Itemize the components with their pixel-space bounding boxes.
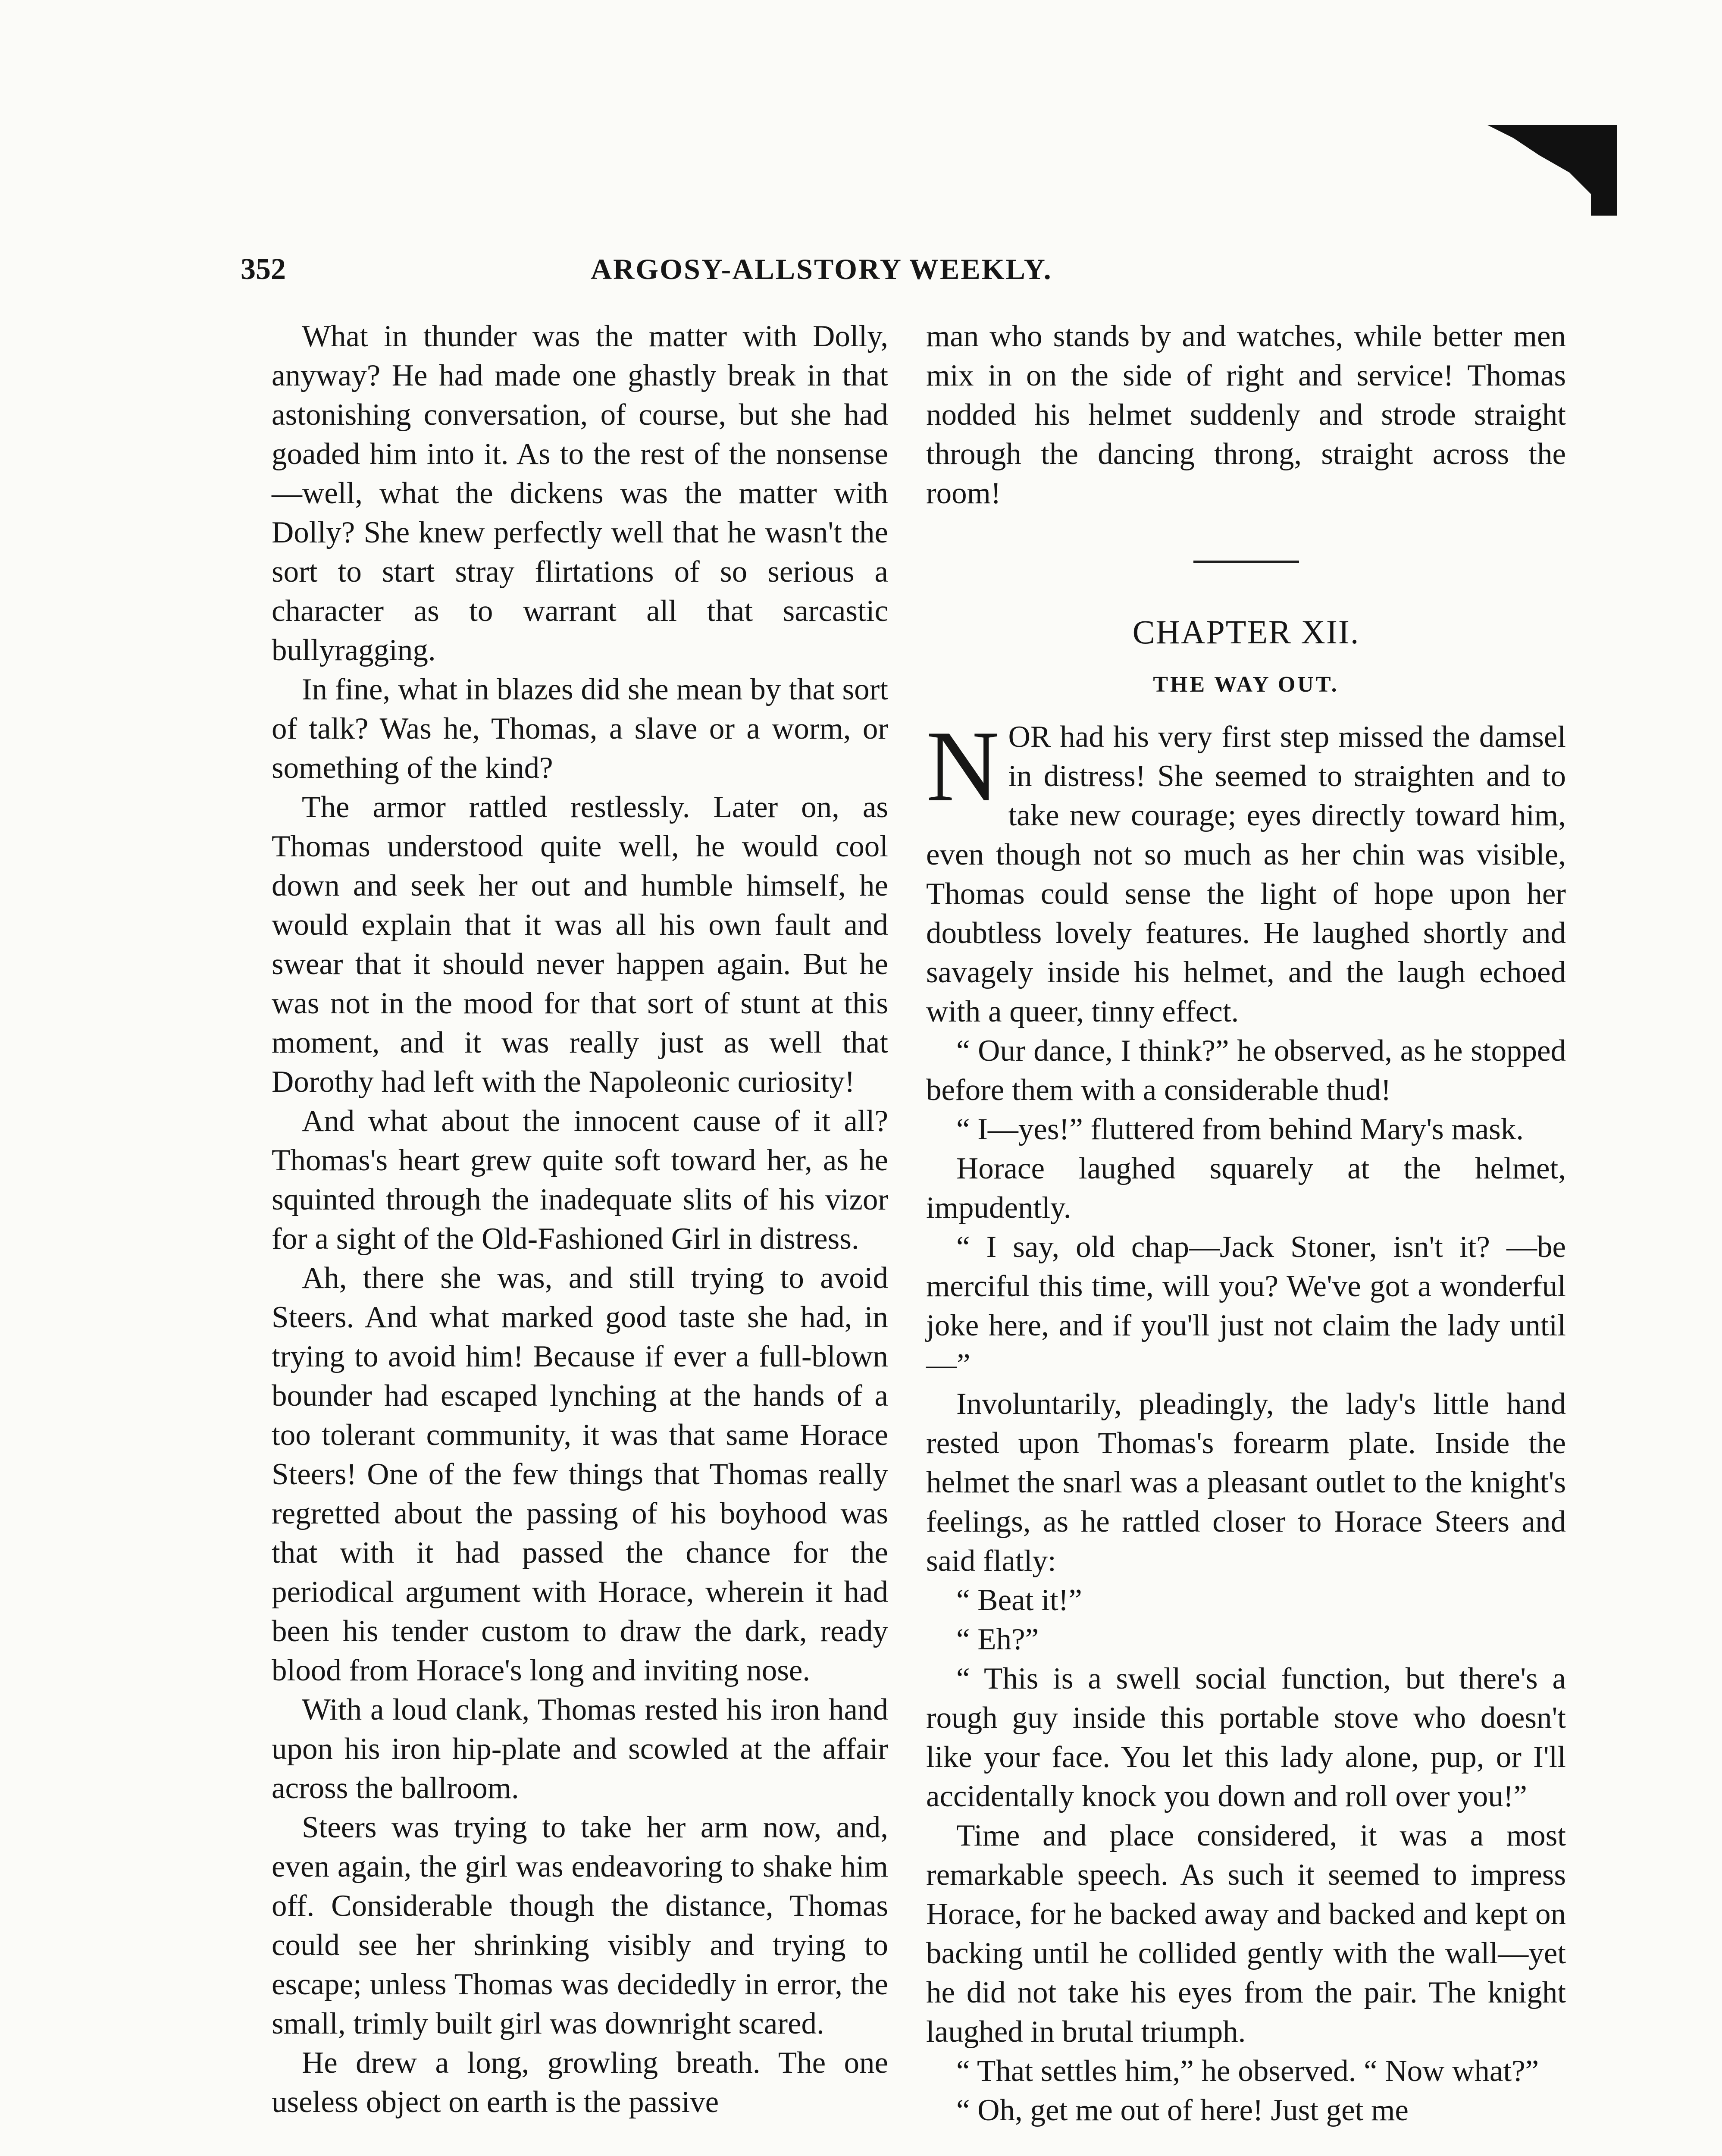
paragraph: The armor rattled restlessly. Later on, as Thomas understood quite well, he would cool down and seek her out and humble himself, he would explain that it was all his own fault and swear that it should never happen again. But he was not in the mood for that sort of stunt at this moment, and it was really just as well that Dorothy had left with the Napoleonic curiosity!	[272, 790, 888, 1099]
paragraph: Steers was trying to take her arm now, and, even again, the girl was endeavoring to shake him off. Considerable though the distance, Thomas could see her shrinking visibly and trying to escape; unless Thomas was decidedly in error, the small, trimly built girl was downright scared.	[272, 1811, 888, 2040]
paragraph: And what about the innocent cause of it all? Thomas's heart grew quite soft toward her, as he squinted through the inadequate slits of his vizor for a sight of the Old-Fashioned Girl in distress.	[272, 1104, 888, 1256]
chapter-title: CHAPTER XII.	[1132, 613, 1360, 651]
paragraph: “ This is a swell social function, but there's a rough guy inside this portable stove who doesn't like your face. You let this lady alone, pup, or I'll accidentally knock you down and roll over you!”	[926, 1662, 1566, 1813]
right-column	[926, 317, 1566, 2130]
chapter-subtitle: THE WAY OUT.	[1153, 672, 1339, 697]
opening-text: OR had his very first step missed the damsel in distress! She seemed to straighten and to take new courage; eyes directly toward him, even though not so much as her chin was visible, Thomas could sense the light of hope upon her doubtless lovely features. He laughed shortly and savagely inside his helmet, and the laugh echoed with a queer, tinny effect.	[926, 720, 1566, 1028]
paragraph: “ Eh?”	[956, 1623, 1039, 1656]
paragraph: With a loud clank, Thomas rested his iron hand upon his iron hip-plate and scowled at the affair across the ballroom.	[272, 1693, 888, 1805]
paragraph: What in thunder was the matter with Dolly, anyway? He had made one ghastly break in that astonishing conversation, of course, but she had goaded him into it. As to the rest of the nonsense—well, what the dickens was the matter with Dolly? She knew perfectly well that he wasn't the sort to start stray flirtations of so serious a character as to warrant all that sarcastic bullyragging.	[272, 320, 888, 667]
paragraph: “ Beat it!”	[956, 1583, 1082, 1617]
paragraph: Involuntarily, pleadingly, the lady's little hand rested upon Thomas's forearm plate. Inside the helmet the snarl was a pleasant outlet to the knight's feelings, as he rattled closer to Horace Steers and said flatly:	[926, 1387, 1566, 1578]
running-head: ARGOSY-ALLSTORY WEEKLY.	[591, 253, 1052, 285]
left-column	[272, 317, 888, 2122]
paragraph: “ Oh, get me out of here! Just get me	[956, 2093, 1409, 2127]
paragraph: “ I—yes!” fluttered from behind Mary's mask.	[956, 1112, 1524, 1146]
paragraph: “ Our dance, I think?” he observed, as he stopped before them with a considerable thud!	[926, 1034, 1566, 1107]
paragraph: Horace laughed squarely at the helmet, impudently.	[926, 1152, 1566, 1225]
paragraph: Time and place considered, it was a most remarkable speech. As such it seemed to impress Horace, for he backed away and backed and kept on backing until he collided gently with the wall—yet he did not take his eyes from the pair. The knight laughed in brutal triumph.	[926, 1819, 1566, 2049]
paragraph: Ah, there she was, and still trying to avoid Steers. And what marked good taste she had, in trying to avoid him! Because if ever a full-blown bounder had escaped lynching at the hands of a too tolerant community, it was that same Horace Steers! One of the few things that Thomas really regretted about the passing of his boyhood was that with it had passed the chance for the periodical argument with Horace, wherein it had been his tender custom to draw the dark, ready blood from Horace's long and inviting nose.	[272, 1261, 888, 1687]
paragraph: “ I say, old chap—Jack Stoner, isn't it? —be merciful this time, will you? We've got a wonderful joke here, and if you'll just not claim the lady until—”	[926, 1230, 1566, 1382]
section-divider	[1193, 561, 1299, 563]
paragraph: “ That settles him,” he observed. “ Now what?”	[956, 2054, 1539, 2088]
drop-cap: N	[926, 710, 1000, 823]
chapter-opening-paragraph	[926, 710, 1566, 1031]
continued-paragraph: man who stands by and watches, while better men mix in on the side of right and service! Thomas nodded his helmet suddenly and strode straight through the dancing throng, straight across the room!	[926, 320, 1566, 510]
paragraph: He drew a long, growling breath. The one useless object on earth is the passive	[272, 2046, 888, 2119]
paragraph: In fine, what in blazes did she mean by that sort of talk? Was he, Thomas, a slave or a worm, or something of the kind?	[272, 673, 888, 785]
page-corner-mark	[1487, 125, 1617, 216]
page-number: 352	[241, 253, 286, 286]
